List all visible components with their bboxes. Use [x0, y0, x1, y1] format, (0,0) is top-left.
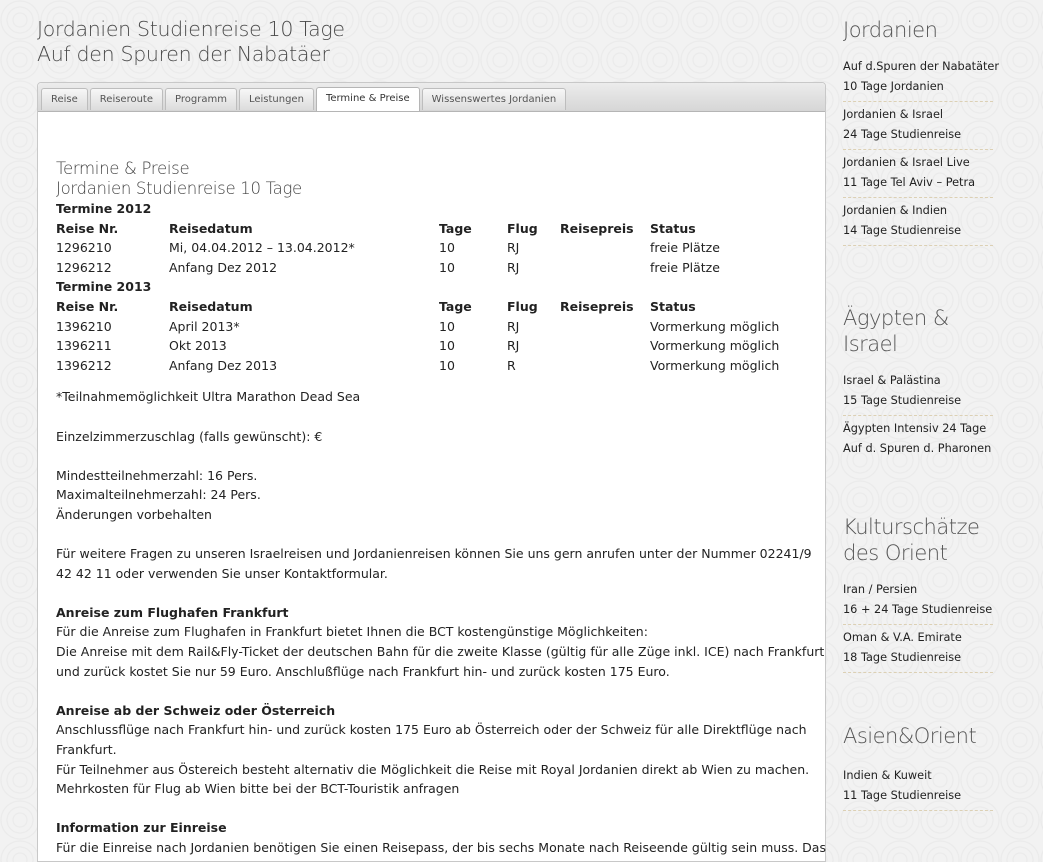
sidebar-heading-line: Ägypten &	[843, 306, 949, 330]
sidebar-link[interactable]	[843, 102, 993, 150]
entry-text: Für die Einreise nach Jordanien benötigen Sie einen Reisepass, der bis sechs Monate nach Reiseende gültig sein muss. Das	[56, 840, 826, 855]
dates-table-2012	[56, 219, 790, 278]
sidebar-link-title[interactable]: Oman & V.A. Emirate	[843, 631, 962, 644]
col-header-reise-nr: Reise Nr.	[56, 220, 119, 236]
cell-reisepreis	[560, 258, 650, 278]
year-heading-2012: Termine 2012	[56, 201, 152, 216]
swiss-text: Frankfurt.	[56, 742, 117, 758]
cell-flug: RJ	[507, 240, 520, 256]
cell-reisedatum: April 2013*	[169, 318, 240, 334]
swiss-text: Anschlussflüge nach Frankfurt hin- und zurück kosten 175 Euro ab Österreich oder der Schweiz für alle Direktflüge nach	[56, 722, 807, 738]
cell-status: Vormerkung möglich	[650, 318, 780, 334]
frankfurt-text: Für die Anreise zum Flughafen in Frankfurt bietet Ihnen die BCT kostengünstige Möglichkeiten:	[56, 624, 648, 640]
page-title-line2: Auf den Spuren der Nabatäer	[37, 42, 330, 66]
swiss-text: Für Teilnehmer aus Östereich besteht alternativ die Möglichkeit die Reise mit Royal Jordanien direkt ab Wien zu machen.	[56, 761, 810, 777]
table-row	[56, 336, 790, 356]
col-header-reisedatum: Reisedatum	[169, 298, 253, 314]
cell-status: Vormerkung möglich	[650, 357, 780, 373]
sidebar-link-subtitle[interactable]: 16 + 24 Tage Studienreise	[843, 602, 993, 616]
table-row	[56, 317, 790, 337]
table-row	[56, 258, 790, 278]
contact-line: Für weitere Fragen zu unseren Israelreisen und Jordanienreisen können Sie uns gern anrufen unter der Nummer 02241/9	[56, 546, 812, 562]
sidebar-heading-line: Israel	[843, 332, 898, 356]
cell-status: Vormerkung möglich	[650, 338, 780, 354]
sidebar-link-subtitle[interactable]: Auf d. Spuren d. Pharonen	[843, 441, 992, 455]
col-header-tage: Tage	[439, 220, 472, 236]
sidebar-heading: Asien&Orient	[843, 724, 977, 748]
sidebar-link[interactable]	[843, 150, 993, 198]
sidebar-link-subtitle[interactable]: 11 Tage Tel Aviv – Petra	[843, 175, 976, 189]
col-header-flug: Flug	[507, 298, 538, 314]
cell-flug: RJ	[507, 338, 520, 354]
sidebar-link-title[interactable]: Ägypten Intensiv 24 Tage	[843, 422, 987, 435]
sidebar-group-asien-orient	[843, 723, 993, 811]
cell-tage: 10	[439, 357, 455, 373]
sidebar-link-subtitle[interactable]: 10 Tage Jordanien	[843, 79, 944, 93]
sidebar-link-title[interactable]: Jordanien & Israel	[843, 108, 944, 121]
cell-reisepreis	[560, 336, 650, 356]
col-header-flug: Flug	[507, 220, 538, 236]
sidebar-link-title[interactable]: Jordanien & Israel Live	[843, 156, 970, 169]
min-participants: Mindestteilnehmerzahl: 16 Pers.	[56, 467, 258, 483]
sidebar-heading	[843, 514, 993, 566]
sidebar-link[interactable]	[843, 625, 993, 673]
sidebar-link[interactable]	[843, 763, 993, 811]
sidebar-link-title[interactable]: Jordanien & Indien	[843, 204, 948, 217]
swiss-text: Mehrkosten für Flug ab Wien bitte bei der BCT-Touristik anfragen	[56, 781, 460, 797]
sidebar-link[interactable]	[843, 368, 993, 416]
single-room-surcharge	[56, 427, 816, 447]
dates-table-2013	[56, 297, 790, 375]
page-title	[37, 17, 797, 67]
cell-tage: 10	[439, 240, 455, 256]
frankfurt-text: Die Anreise mit dem Rail&Fly-Ticket der deutschen Bahn für die zweite Klasse (gültig für alle Züge inkl. ICE) nach Frankfurt	[56, 644, 825, 660]
frankfurt-heading: Anreise zum Flughafen Frankfurt	[56, 604, 289, 620]
participants-info	[56, 466, 816, 525]
col-header-status: Status	[650, 220, 696, 236]
col-header-reise-nr: Reise Nr.	[56, 298, 119, 314]
sidebar-heading: Jordanien	[843, 18, 938, 42]
sidebar-group-aegypten-israel	[843, 305, 993, 463]
sidebar-heading-line: des Orient	[843, 541, 948, 565]
swiss-austria-section	[56, 701, 816, 799]
table-row	[56, 238, 790, 258]
cell-reise-nr: 1396210	[56, 318, 112, 334]
footnote: *Teilnahmemöglichkeit Ultra Marathon Dead Sea	[56, 389, 361, 405]
sidebar-link-title[interactable]: Auf d.Spuren der Nabatäter	[843, 60, 1000, 73]
sidebar-group-kulturschaetze	[843, 514, 993, 673]
table-header-row	[56, 297, 790, 317]
col-header-reisepreis: Reisepreis	[560, 298, 634, 314]
cell-reise-nr: 1396211	[56, 338, 112, 354]
max-participants: Maximalteilnehmerzahl: 24 Pers.	[56, 487, 261, 503]
sidebar-link[interactable]	[843, 577, 993, 625]
sidebar-link[interactable]	[843, 416, 993, 463]
sidebar-heading-line: Kulturschätze	[843, 515, 980, 539]
cell-tage: 10	[439, 338, 455, 354]
sidebar-group-jordanien	[843, 17, 1000, 246]
col-header-reisedatum: Reisedatum	[169, 220, 253, 236]
content-panel	[37, 82, 826, 862]
cell-flug: RJ	[507, 259, 520, 275]
tab-termine-preise[interactable]: Termine & Preise	[316, 87, 420, 111]
cell-status: freie Plätze	[650, 240, 720, 256]
cell-reisepreis	[560, 317, 650, 337]
tab-reiseroute[interactable]: Reiseroute	[90, 88, 163, 110]
swiss-heading: Anreise ab der Schweiz oder Österreich	[56, 702, 336, 718]
sidebar-link-subtitle[interactable]: 11 Tage Studienreise	[843, 788, 962, 802]
contact-info	[56, 544, 816, 583]
cell-reisedatum: Mi, 04.04.2012 – 13.04.2012*	[169, 240, 355, 256]
year-heading-2013: Termine 2013	[56, 279, 152, 295]
changes-note: Änderungen vorbehalten	[56, 506, 212, 522]
cell-reisedatum: Okt 2013	[169, 338, 227, 354]
cell-flug: R	[507, 357, 516, 373]
tab-reise[interactable]: Reise	[41, 88, 88, 110]
cell-reisepreis	[560, 356, 650, 376]
entry-heading: Information zur Einreise	[56, 820, 227, 836]
main-content	[56, 159, 826, 858]
table-header-row	[56, 219, 790, 239]
tab-wissenswertes[interactable]: Wissenswertes Jordanien	[422, 88, 567, 110]
single-room-text: Einzelzimmerzuschlag (falls gewünscht): €	[56, 428, 323, 444]
page-title-line1: Jordanien Studienreise 10 Tage	[37, 17, 345, 41]
cell-flug: RJ	[507, 318, 520, 334]
tab-programm[interactable]: Programm	[165, 88, 237, 110]
cell-reise-nr: 1396212	[56, 357, 112, 373]
col-header-reisepreis: Reisepreis	[560, 220, 634, 236]
sidebar-link-subtitle[interactable]: 14 Tage Studienreise	[843, 223, 962, 237]
section-subtitle: Jordanien Studienreise 10 Tage	[56, 179, 302, 198]
tab-bar	[38, 83, 825, 112]
sidebar-heading	[843, 305, 993, 357]
contact-line: 42 42 11 oder verwenden Sie unser Kontaktformular.	[56, 565, 388, 581]
col-header-tage: Tage	[439, 298, 472, 314]
table-row	[56, 356, 790, 376]
cell-status: freie Plätze	[650, 259, 720, 275]
frankfurt-text: und zurück kostet Sie nur 59 Euro. Anschlußflüge nach Frankfurt hin- und zurück kosten 175 Euro.	[56, 663, 670, 679]
cell-tage: 10	[439, 318, 455, 334]
tab-leistungen[interactable]: Leistungen	[239, 88, 314, 110]
frankfurt-section	[56, 603, 825, 681]
sidebar-link-title[interactable]: Israel & Palästina	[843, 374, 941, 387]
sidebar-link-title[interactable]: Iran / Persien	[843, 583, 918, 596]
section-title: Termine & Preise	[56, 159, 190, 178]
sidebar-link-subtitle[interactable]: 15 Tage Studienreise	[843, 393, 962, 407]
cell-reise-nr: 1296212	[56, 259, 112, 275]
sidebar-link[interactable]	[843, 198, 993, 246]
cell-reise-nr: 1296210	[56, 240, 112, 256]
sidebar-link-subtitle[interactable]: 24 Tage Studienreise	[843, 127, 962, 141]
cell-tage: 10	[439, 259, 455, 275]
col-header-status: Status	[650, 298, 696, 314]
entry-section	[56, 818, 826, 857]
cell-reisedatum: Anfang Dez 2013	[169, 357, 278, 373]
sidebar-link[interactable]	[843, 54, 1000, 102]
cell-reisepreis	[560, 238, 650, 258]
sidebar-link-subtitle[interactable]: 18 Tage Studienreise	[843, 650, 962, 664]
cell-reisedatum: Anfang Dez 2012	[169, 259, 278, 275]
sidebar-link-title[interactable]: Indien & Kuweit	[843, 769, 932, 782]
